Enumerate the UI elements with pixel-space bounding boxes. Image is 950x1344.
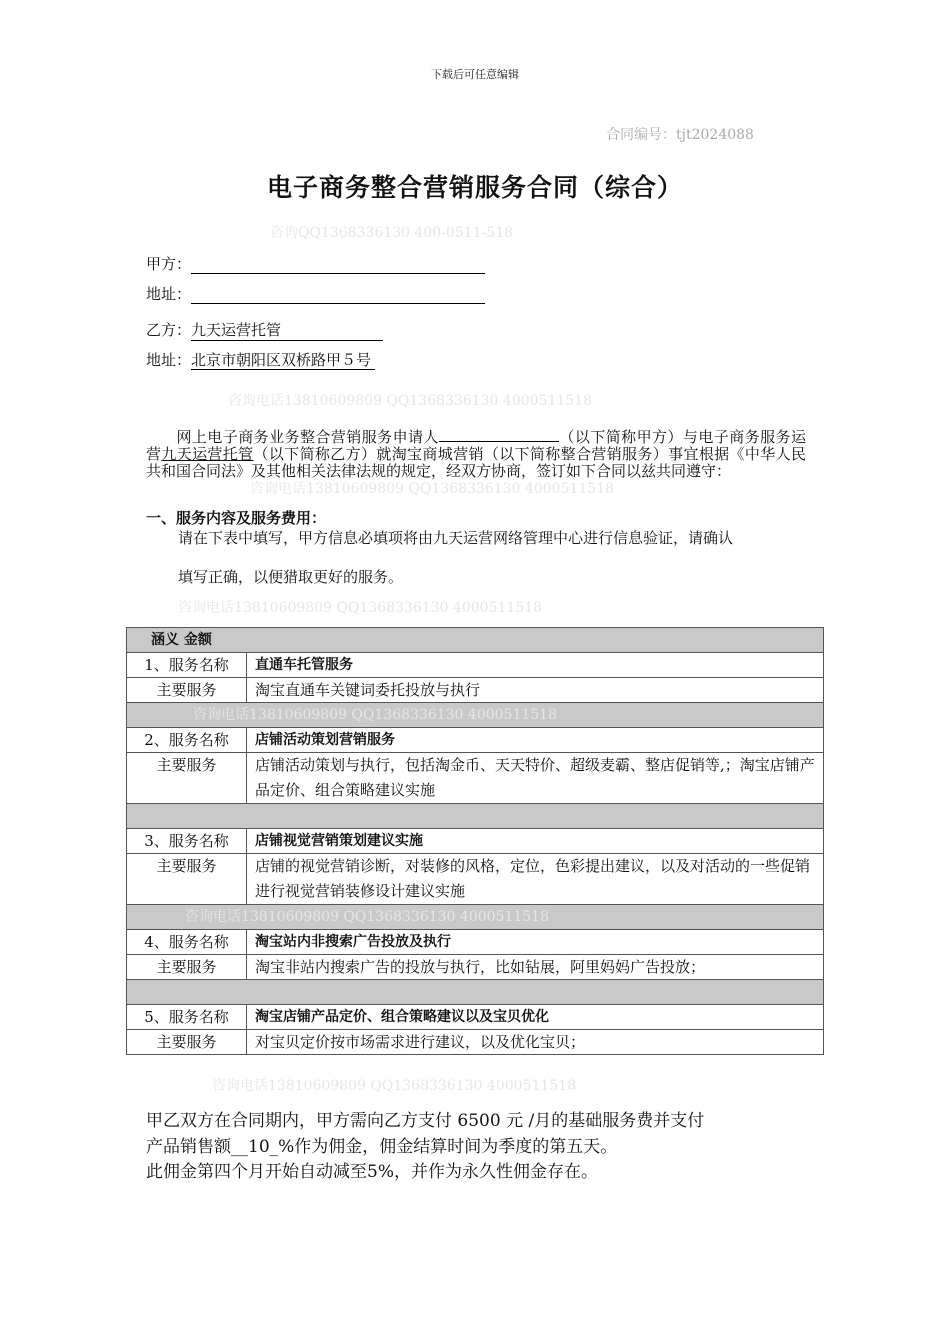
watermark: 咨询电话13810609809 QQ1368336130 4000511518 bbox=[127, 703, 824, 728]
separator-row bbox=[127, 905, 824, 930]
service-detail: 淘宝直通车关键词委托投放与执行 bbox=[247, 678, 824, 703]
party-b-address: 北京市朝阳区双桥路甲５号 bbox=[191, 351, 375, 370]
section-description-1: 请在下表中填写，甲方信息必填项将由九天运营网络管理中心进行信息验证，请确认 bbox=[178, 529, 734, 547]
service-number: 1、服务名称 bbox=[127, 653, 247, 678]
intro-text-1: 网上电子商务业务整合营销服务申请人 bbox=[176, 428, 439, 446]
service-label: 主要服务 bbox=[127, 955, 247, 980]
contract-number: 合同编号：tjt2024088 bbox=[606, 127, 754, 143]
watermark: 咨询电话13810609809 QQ1368336130 4000511518 bbox=[212, 1078, 576, 1094]
service-detail: 淘宝非站内搜索广告的投放与执行，比如钻展，阿里妈妈广告投放； bbox=[247, 955, 824, 980]
table-row bbox=[127, 854, 824, 905]
watermark: 咨询电话13810609809 QQ1368336130 4000511518 bbox=[178, 600, 542, 616]
table-row bbox=[127, 753, 824, 804]
service-detail: 店铺的视觉营销诊断，对装修的风格，定位，色彩提出建议，以及对活动的一些促销进行视觉营销装修设计建议实施 bbox=[247, 854, 824, 905]
separator-cell bbox=[127, 804, 824, 829]
service-name: 淘宝店铺产品定价、组合策略建议以及宝贝优化 bbox=[247, 1005, 824, 1030]
watermark: 咨询电话13810609809 QQ1368336130 4000511518 bbox=[228, 393, 592, 409]
service-number: 5、服务名称 bbox=[127, 1005, 247, 1030]
watermark: 咨询电话13810609809 QQ1368336130 4000511518 bbox=[250, 481, 614, 497]
party-a-address-label: 地址： bbox=[146, 285, 192, 303]
service-label: 主要服务 bbox=[127, 753, 247, 804]
service-label: 主要服务 bbox=[127, 1030, 247, 1055]
header-note: 下载后可任意编辑 bbox=[431, 68, 519, 81]
services-table bbox=[126, 627, 824, 1055]
party-a-address-row bbox=[146, 283, 485, 304]
payment-line-2: 产品销售额__10_%作为佣金，佣金结算时间为季度的第五天。 bbox=[146, 1137, 618, 1157]
service-name: 淘宝站内非搜索广告投放及执行 bbox=[247, 930, 824, 955]
party-a-address-field[interactable] bbox=[191, 287, 485, 304]
table-row bbox=[127, 955, 824, 980]
intro-text-2: （以下简称甲方）与电子商务服务运营 bbox=[146, 428, 806, 463]
document-title: 电子商务整合营销服务合同（综合） bbox=[266, 173, 683, 202]
table-row bbox=[127, 678, 824, 703]
table-header: 涵义 金额 bbox=[127, 628, 824, 653]
watermark: 咨询QQ1368336130 400-0511-518 bbox=[270, 225, 514, 241]
separator-row bbox=[127, 804, 824, 829]
watermark: 咨询电话13810609809 QQ1368336130 4000511518 bbox=[127, 905, 824, 930]
party-b-row bbox=[146, 319, 383, 341]
party-a-row bbox=[146, 253, 485, 274]
service-number: 2、服务名称 bbox=[127, 728, 247, 753]
payment-line-3: 此佣金第四个月开始自动减至5%，并作为永久性佣金存在。 bbox=[146, 1162, 598, 1182]
table-row bbox=[127, 1030, 824, 1055]
intro-text-3: （以下简称乙方）就淘宝商城营销（以下简称整合营销服务）事宜根据《中华人民共和国合同法》及其他相关法律法规的规定，经双方协商，签订如下合同以兹共同遵守： bbox=[146, 445, 806, 480]
party-a-field[interactable] bbox=[191, 257, 485, 274]
service-number: 4、服务名称 bbox=[127, 930, 247, 955]
party-b-address-label: 地址： bbox=[146, 351, 192, 369]
table-row bbox=[127, 728, 824, 753]
service-label: 主要服务 bbox=[127, 854, 247, 905]
applicant-blank[interactable] bbox=[439, 427, 559, 442]
section-heading: 一、服务内容及服务费用： bbox=[146, 509, 327, 527]
table-row bbox=[127, 829, 824, 854]
table-header-row bbox=[127, 628, 824, 653]
service-detail: 店铺活动策划与执行，包括淘金币、天天特价、超级麦霸、整店促销等,；淘宝店铺产品定价、组合策略建议实施 bbox=[247, 753, 824, 804]
party-b-address-row bbox=[146, 349, 375, 370]
section-description-2: 填写正确，以便猎取更好的服务。 bbox=[178, 568, 404, 586]
service-label: 主要服务 bbox=[127, 678, 247, 703]
separator-cell bbox=[127, 980, 824, 1005]
service-number: 3、服务名称 bbox=[127, 829, 247, 854]
intro-paragraph bbox=[146, 427, 806, 480]
table-row bbox=[127, 1005, 824, 1030]
service-name: 店铺活动策划营销服务 bbox=[247, 728, 824, 753]
separator-row bbox=[127, 980, 824, 1005]
party-a-label: 甲方： bbox=[146, 255, 192, 273]
table-row bbox=[127, 653, 824, 678]
intro-party-b: 九天运营托管 bbox=[161, 445, 254, 463]
table-row bbox=[127, 930, 824, 955]
separator-row bbox=[127, 703, 824, 728]
service-name: 直通车托管服务 bbox=[247, 653, 824, 678]
service-name: 店铺视觉营销策划建议实施 bbox=[247, 829, 824, 854]
service-detail: 对宝贝定价按市场需求进行建议，以及优化宝贝； bbox=[247, 1030, 824, 1055]
payment-line-1: 甲乙双方在合同期内，甲方需向乙方支付 6500 元 /月的基础服务费并支付 bbox=[146, 1111, 705, 1131]
party-b-label: 乙方： bbox=[146, 321, 192, 339]
party-b-name: 九天运营托管 bbox=[191, 319, 383, 341]
